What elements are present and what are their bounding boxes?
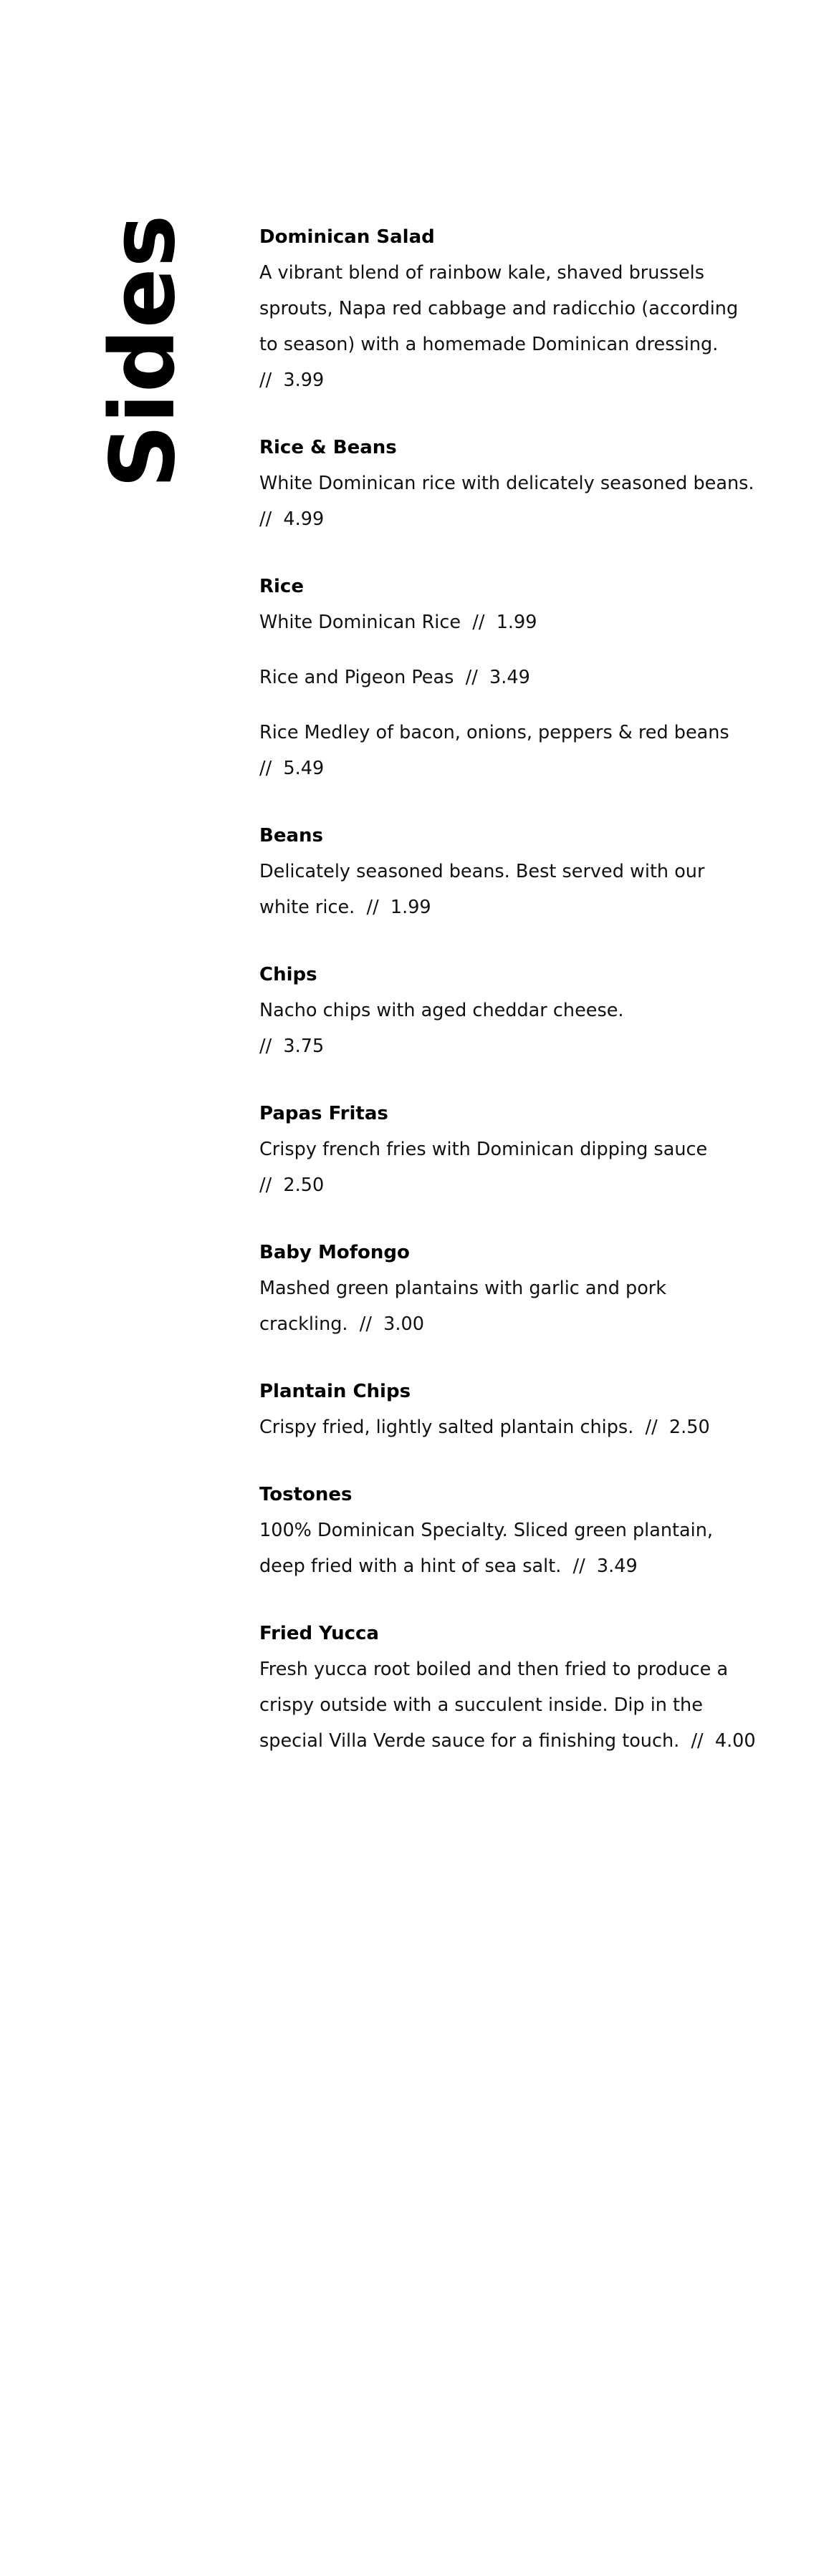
menu-item-plantain-chips <box>259 1374 775 1445</box>
menu-item-description-line: 100% Dominican Specialty. Sliced green plantain, <box>259 1520 714 1541</box>
menu-item-price: // 3.75 <box>259 1036 325 1057</box>
menu-item-rice-and-beans <box>259 430 775 537</box>
menu-item-baby-mofongo <box>259 1235 775 1342</box>
menu-item-description-line: deep fried with a hint of sea salt. // 3.49 <box>259 1555 638 1577</box>
menu-item-description-line: White Dominican rice with delicately seasoned beans. <box>259 473 754 494</box>
menu-item-papas-fritas <box>259 1096 775 1203</box>
menu-item-description-line: crispy outside with a succulent inside. Dip in the <box>259 1694 703 1716</box>
menu-item-name: Papas Fritas <box>259 1103 388 1124</box>
menu-item-description-line: Crispy fried, lightly salted plantain chips. // 2.50 <box>259 1417 710 1438</box>
menu-subitem-white-dominican-rice <box>259 604 775 640</box>
menu-item-name: Beans <box>259 825 323 846</box>
menu-subitem-price: // 5.49 <box>259 758 325 779</box>
menu-item-name: Tostones <box>259 1484 353 1505</box>
menu-item-chips <box>259 957 775 1064</box>
menu-item-name: Fried Yucca <box>259 1623 379 1644</box>
menu-subitem-line: Rice Medley of bacon, onions, peppers & red beans <box>259 722 729 743</box>
menu-subitem-line: White Dominican Rice // 1.99 <box>259 612 537 633</box>
menu-item-price: // 4.99 <box>259 508 325 530</box>
sides-menu-list <box>259 219 775 1790</box>
menu-item-name: Chips <box>259 964 317 985</box>
menu-item-description-line: Mashed green plantains with garlic and pork <box>259 1278 667 1299</box>
menu-subitem-line: Rice and Pigeon Peas // 3.49 <box>259 667 530 688</box>
menu-item-name: Rice <box>259 576 304 597</box>
menu-item-name: Plantain Chips <box>259 1381 411 1402</box>
menu-item-description-line: to season) with a homemade Dominican dressing. <box>259 334 719 355</box>
menu-item-description-line: Nacho chips with aged cheddar cheese. <box>259 1000 624 1021</box>
menu-item-description-line: Crispy french fries with Dominican dipping sauce <box>259 1139 708 1160</box>
menu-item-name: Dominican Salad <box>259 226 435 248</box>
menu-item-beans <box>259 818 775 925</box>
menu-item-description-line: white rice. // 1.99 <box>259 897 431 918</box>
menu-item-description-line: Fresh yucca root boiled and then fried to produce a <box>259 1659 729 1680</box>
section-title-text: Sides <box>92 213 195 488</box>
menu-item-name: Rice & Beans <box>259 437 397 458</box>
menu-item-price: // 2.50 <box>259 1174 325 1196</box>
menu-item-fried-yucca <box>259 1616 775 1759</box>
menu-subitem-rice-medley <box>259 715 775 786</box>
menu-item-dominican-salad <box>259 219 775 398</box>
section-title <box>92 213 195 488</box>
menu-item-description-line: crackling. // 3.00 <box>259 1313 424 1335</box>
menu-item-tostones <box>259 1477 775 1584</box>
menu-item-price: // 3.99 <box>259 370 325 391</box>
menu-item-name: Baby Mofongo <box>259 1242 410 1263</box>
menu-subitem-rice-and-pigeon-peas <box>259 660 775 695</box>
menu-item-rice <box>259 569 775 786</box>
menu-item-description-line: Delicately seasoned beans. Best served with our <box>259 861 705 882</box>
menu-item-description-line: special Villa Verde sauce for a finishing touch. // 4.00 <box>259 1730 756 1752</box>
menu-item-description-line: A vibrant blend of rainbow kale, shaved brussels <box>259 262 705 284</box>
menu-item-description-line: sprouts, Napa red cabbage and radicchio (according <box>259 298 739 319</box>
